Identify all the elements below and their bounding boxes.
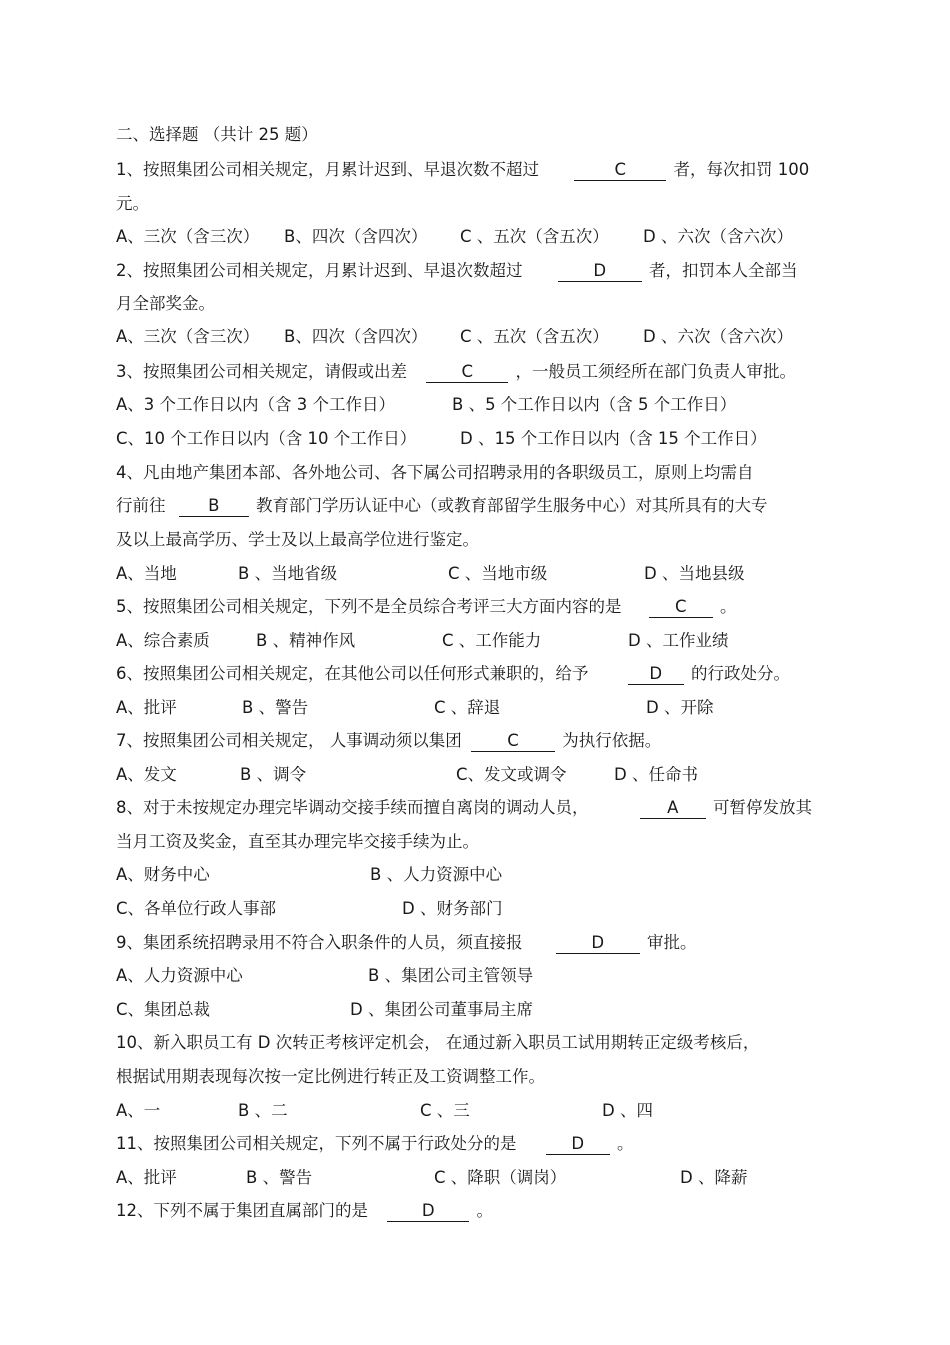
option-d: D 、任命书 [614, 765, 698, 784]
option-c: C、发文或调令 [456, 765, 567, 784]
answer-blank: B [179, 496, 249, 517]
option-b: B 、当地省级 [238, 564, 338, 583]
option-c: C 、五次（含五次） [460, 227, 609, 246]
question-text: 6、按照集团公司相关规定，在其他公司以任何形式兼职的，给予 [116, 664, 589, 683]
question-7-line-1 [116, 730, 661, 752]
question-text: 。 [720, 597, 737, 616]
option-d: D 、开除 [646, 698, 714, 717]
question-text: 2、按照集团公司相关规定，月累计迟到、早退次数超过 [116, 261, 523, 280]
question-6-line-1 [116, 663, 790, 685]
option-c: C 、三 [420, 1101, 470, 1120]
option-a: A、三次（含三次） [116, 327, 260, 346]
question-text: 9、集团系统招聘录用不符合入职条件的人员，须直接报 [116, 933, 523, 952]
option-a: A、批评 [116, 1168, 177, 1187]
option-c: C 、降职（调岗） [434, 1168, 567, 1187]
option-b: B 、调令 [240, 765, 307, 784]
option-a: A、当地 [116, 564, 177, 583]
option-b: B、四次（含四次） [284, 327, 428, 346]
option-c: C 、辞退 [434, 698, 501, 717]
question-5-line-1 [116, 596, 737, 618]
question-9-line-1 [116, 932, 697, 954]
question-8-line-1 [116, 797, 812, 819]
option-a: A、财务中心 [116, 865, 210, 884]
option-c: C、集团总裁 [116, 1000, 211, 1019]
question-text: 8、对于未按规定办理完毕调动交接手续而擅自离岗的调动人员， [116, 798, 589, 817]
question-12-line-1 [116, 1200, 493, 1222]
question-10-line-1: 10、新入职员工有 D 次转正考核评定机会， 在通过新入职员工试用期转正定级考核后， [116, 1033, 760, 1052]
answer-blank: C [471, 731, 555, 752]
option-b: B 、5 个工作日以内（含 5 个工作日） [452, 395, 737, 414]
option-c: C、各单位行政人事部 [116, 899, 277, 918]
answer-blank: D [558, 261, 642, 282]
option-a: A、3 个工作日以内（含 3 个工作日） [116, 395, 396, 414]
option-d: D 、降薪 [680, 1168, 748, 1187]
question-text: 7、按照集团公司相关规定， 人事调动须以集团 [116, 731, 462, 750]
option-c: C 、当地市级 [448, 564, 548, 583]
question-text: 审批。 [647, 933, 697, 952]
answer-blank: C [426, 362, 508, 383]
answer-blank: D [387, 1201, 469, 1222]
question-10-line-2: 根据试用期表现每次按一定比例进行转正及工资调整工作。 [116, 1067, 545, 1086]
question-text: 3、按照集团公司相关规定，请假或出差 [116, 362, 407, 381]
question-2-line-2: 月全部奖金。 [116, 294, 215, 313]
question-4-line-1: 4、凡由地产集团本部、各外地公司、各下属公司招聘录用的各职级员工，原则上均需自 [116, 463, 754, 482]
question-1-line-1 [116, 159, 809, 181]
question-1-line-2: 元。 [116, 194, 149, 213]
question-text: 的行政处分。 [691, 664, 790, 683]
option-c: C 、五次（含五次） [460, 327, 609, 346]
option-d: D 、四 [602, 1101, 653, 1120]
question-4-line-2 [116, 495, 768, 517]
option-b: B 、人力资源中心 [370, 865, 503, 884]
answer-blank: A [640, 798, 706, 819]
option-d: D 、六次（含六次） [643, 227, 793, 246]
option-d: D 、财务部门 [402, 899, 503, 918]
question-text: 12、下列不属于集团直属部门的是 [116, 1201, 368, 1220]
option-b: B 、警告 [246, 1168, 313, 1187]
option-a: A、三次（含三次） [116, 227, 260, 246]
option-b: B 、警告 [242, 698, 309, 717]
answer-blank: D [628, 664, 684, 685]
option-c: C 、工作能力 [442, 631, 542, 650]
answer-blank: D [556, 933, 640, 954]
option-b: B 、二 [238, 1101, 288, 1120]
question-8-line-2: 当月工资及奖金，直至其办理完毕交接手续为止。 [116, 832, 479, 851]
question-text: 。 [617, 1134, 634, 1153]
section-title: 二、选择题 （共计 25 题） [116, 125, 318, 144]
option-d: D 、工作业绩 [628, 631, 729, 650]
option-a: A、一 [116, 1101, 161, 1120]
option-d: D 、当地县级 [644, 564, 745, 583]
question-4-line-3: 及以上最高学历、学士及以上最高学位进行鉴定。 [116, 530, 479, 549]
option-c: C、10 个工作日以内（含 10 个工作日） [116, 429, 417, 448]
question-text: 者，每次扣罚 100 [673, 160, 810, 179]
question-text: 11、按照集团公司相关规定，下列不属于行政处分的是 [116, 1134, 517, 1153]
option-d: D 、集团公司董事局主席 [350, 1000, 533, 1019]
question-text: 教育部门学历认证中心（或教育部留学生服务中心）对其所具有的大专 [256, 496, 768, 515]
question-text: ，一般员工须经所在部门负责人审批。 [515, 362, 796, 381]
question-text: 5、按照集团公司相关规定，下列不是全员综合考评三大方面内容的是 [116, 597, 622, 616]
option-a: A、综合素质 [116, 631, 210, 650]
option-a: A、发文 [116, 765, 177, 784]
question-11-line-1 [116, 1133, 634, 1155]
answer-blank: D [546, 1134, 610, 1155]
option-b: B 、集团公司主管领导 [368, 966, 534, 985]
question-text: 为执行依据。 [562, 731, 662, 750]
question-text: 行前往 [116, 496, 166, 515]
answer-blank: C [574, 160, 666, 181]
question-text: 。 [476, 1201, 493, 1220]
option-b: B 、精神作风 [256, 631, 356, 650]
option-a: A、人力资源中心 [116, 966, 243, 985]
question-text: 可暂停发放其 [713, 798, 812, 817]
option-a: A、批评 [116, 698, 177, 717]
question-3-line-1 [116, 361, 796, 383]
option-d: D 、六次（含六次） [643, 327, 793, 346]
question-text: 1、按照集团公司相关规定，月累计迟到、早退次数不超过 [116, 160, 539, 179]
option-d: D 、15 个工作日以内（含 15 个工作日） [460, 429, 767, 448]
question-2-line-1 [116, 260, 798, 282]
answer-blank: C [649, 597, 713, 618]
option-b: B、四次（含四次） [284, 227, 428, 246]
question-text: 者，扣罚本人全部当 [649, 261, 798, 280]
